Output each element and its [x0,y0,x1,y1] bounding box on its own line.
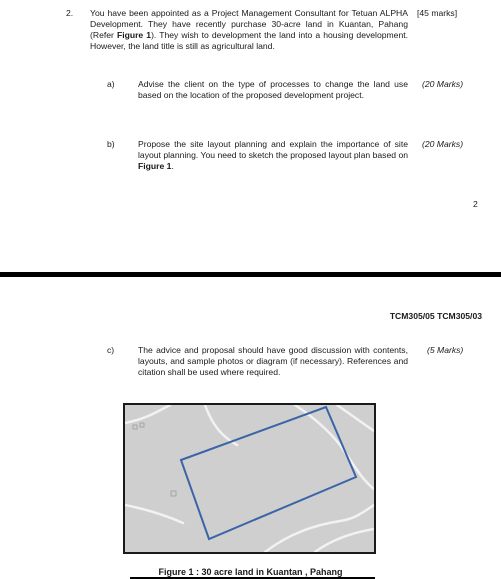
part-b-text-after: . [171,161,174,171]
part-b-text [138,139,408,172]
map-marker [133,425,137,429]
map-marker [140,423,144,427]
map-roads [125,405,374,552]
question-text [90,8,408,52]
figure-caption: Figure 1 : 30 acre land in Kuantan , Pahang [158,567,343,577]
part-b-text-before: Propose the site layout planning and explain the importance of site layout planning. You need to sketch the proposed layout plan based on [138,139,408,160]
page-number: 2 [473,199,478,209]
page-divider [0,272,501,277]
question-number: 2. [66,8,74,18]
course-code: TCM305/05 TCM305/03 [389,311,482,321]
question-figure-ref: Figure 1 [116,30,152,40]
part-a-text: Advise the client on the type of processes to change the land use based on the location of the proposed development project. [138,79,408,100]
part-c-label: c) [107,345,115,355]
part-a-marks: (20 Marks) [422,79,464,89]
part-c-marks: (5 Marks) [427,345,464,355]
road-bottom-far-right [315,529,374,552]
question-text-before: You have been appointed as a Project Management Consultant for Tetuan ALPHA Development. They have recently purchase 30-acre land in Kuantan, Pahang (Refer [90,8,408,40]
question-text-after: ). They wish to development the land into a housing development. However, the land title is still as agricultural land. [90,30,409,51]
road-bottom-left [125,505,183,523]
road-top-center [205,405,237,445]
site-map-svg [125,405,374,552]
part-b-label: b) [107,139,115,149]
part-a-label: a) [107,79,115,89]
map-marker [171,491,176,496]
road-top-left [125,405,170,423]
land-boundary [181,407,356,539]
road-top-right [295,405,374,489]
question-marks: [45 marks] [417,8,458,18]
road-top-far-right [337,405,374,431]
map-markers [133,423,176,496]
part-b-figure-ref: Figure 1 [138,161,172,171]
part-b-marks: (20 Marks) [422,139,464,149]
part-c-text: The advice and proposal should have good discussion with contents, layouts, and sample photos or diagram (if necessary). References and citation shall be used where required. [138,345,408,377]
road-bottom-right [265,505,374,552]
site-map-figure [123,403,376,554]
